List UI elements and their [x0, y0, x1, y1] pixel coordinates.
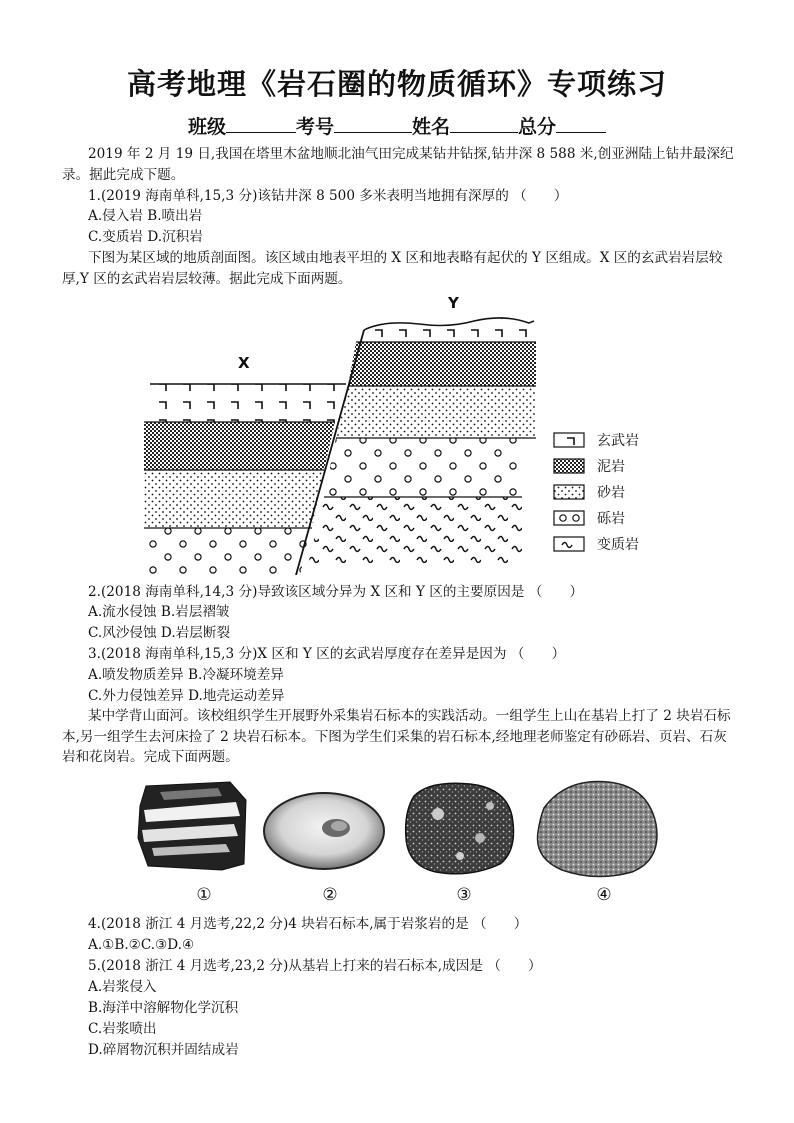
question-5-option-b: B.海洋中溶解物化学沉积 — [88, 1000, 239, 1016]
question-5-stem: 5.(2018 浙江 4 月选考,23,2 分)从基岩上打来的岩石标本,成因是 （ ） — [88, 958, 542, 974]
page-title: 高考地理《岩石圈的物质循环》专项练习 — [126, 67, 667, 101]
question-5-option-a: A.岩浆侵入 — [88, 979, 157, 995]
y-mudstone-layer — [348, 342, 536, 386]
rock-specimen-2 — [264, 793, 384, 869]
intro-paragraph-3: 某中学背山面河。该校组织学生开展野外采集岩石标本的实践活动。一组学生上山在基岩上打了 2 块岩石标本,另一组学生去河床捡了 2 块岩石标本。下图为学生们采集的岩石标本,经地理老师鉴定有砂砾岩、页岩、石灰岩和花岗岩。完成下面两题。 — [62, 708, 731, 766]
legend-swatch-metamorphic — [554, 537, 584, 551]
x-basalt-layer — [144, 384, 346, 422]
legend-label-basalt: 玄武岩 — [597, 433, 639, 449]
legend-swatch-sandstone — [554, 485, 584, 499]
question-4-stem: 4.(2018 浙江 4 月选考,22,2 分)4 块岩石标本,属于岩浆岩的是 （ ） — [88, 916, 528, 932]
rock-specimens-figure — [130, 776, 670, 908]
question-1-options-ab: A.侵入岩 B.喷出岩 — [88, 208, 203, 224]
geologic-cross-section — [130, 290, 670, 575]
x-sandstone-layer — [144, 470, 324, 528]
legend-label-conglomerate: 砾岩 — [597, 511, 625, 527]
question-5-option-c: C.岩浆喷出 — [88, 1021, 157, 1037]
student-info-line — [0, 112, 794, 139]
legend-label-mudstone: 泥岩 — [597, 459, 625, 475]
class-blank[interactable] — [226, 114, 296, 133]
rock-label-4: ④ — [596, 885, 612, 905]
rock-label-1: ① — [196, 885, 212, 905]
class-label: 班级 — [187, 116, 226, 138]
label-x: X — [238, 354, 250, 372]
score-label: 总分 — [518, 116, 557, 138]
legend — [554, 432, 639, 553]
question-2-options-cd: C.风沙侵蚀 D.岩层断裂 — [88, 625, 231, 641]
question-1-stem: 1.(2019 海南单科,15,3 分)该钻井深 8 500 多米表明当地拥有深厚的 （ ） — [88, 188, 568, 204]
rock-specimen-1 — [138, 782, 246, 870]
y-sandstone-layer — [336, 386, 536, 438]
intro-paragraph-2: 下图为某区域的地质剖面图。该区域由地表平坦的 X 区和地表略有起伏的 Y 区组成。X 区的玄武岩岩层较厚,Y 区的玄武岩岩层较薄。据此完成下面两题。 — [62, 250, 723, 287]
y-metamorphic-layer — [308, 497, 522, 565]
name-blank[interactable] — [450, 114, 518, 133]
question-2-options-ab: A.流水侵蚀 B.岩层褶皱 — [88, 604, 230, 620]
rock-label-2: ② — [322, 885, 338, 905]
question-3-options-cd: C.外力侵蚀差异 D.地壳运动差异 — [88, 688, 285, 704]
question-2-stem: 2.(2018 海南单科,14,3 分)导致该区域分异为 X 区和 Y 区的主要原因是 （ ） — [88, 584, 584, 600]
label-y: Y — [448, 294, 459, 312]
question-1-options-cd: C.变质岩 D.沉积岩 — [88, 229, 203, 245]
legend-label-sandstone: 砂岩 — [597, 485, 625, 501]
exam-no-blank[interactable] — [334, 114, 412, 133]
score-blank[interactable] — [556, 114, 606, 133]
question-4-options: A.①B.②C.③D.④ — [88, 937, 195, 953]
rock-specimen-4 — [538, 782, 658, 877]
x-mudstone-layer — [144, 422, 335, 470]
rock-specimen-3 — [406, 783, 514, 874]
rock-label-3: ③ — [456, 885, 472, 905]
legend-swatch-mudstone — [554, 459, 584, 473]
legend-swatch-basalt — [554, 433, 584, 447]
name-label: 姓名 — [412, 116, 451, 138]
question-5-option-d: D.碎屑物沉积并固结成岩 — [88, 1042, 239, 1058]
question-3-stem: 3.(2018 海南单科,15,3 分)X 区和 Y 区的玄武岩厚度存在差异是因为 （ ） — [88, 646, 566, 662]
intro-paragraph-1: 2019 年 2 月 19 日,我国在塔里木盆地顺北油气田完成某钻井钻探,钻井深 8 588 米,创亚洲陆上钻井最深纪录。据此完成下题。 — [62, 146, 734, 183]
x-conglomerate-layer — [144, 528, 312, 575]
exam-no-label: 考号 — [295, 116, 334, 138]
y-conglomerate-layer — [324, 438, 522, 497]
y-basalt-layer — [364, 318, 534, 341]
legend-label-metamorphic: 变质岩 — [597, 537, 639, 553]
question-3-options-ab: A.喷发物质差异 B.冷凝环境差异 — [88, 667, 284, 683]
